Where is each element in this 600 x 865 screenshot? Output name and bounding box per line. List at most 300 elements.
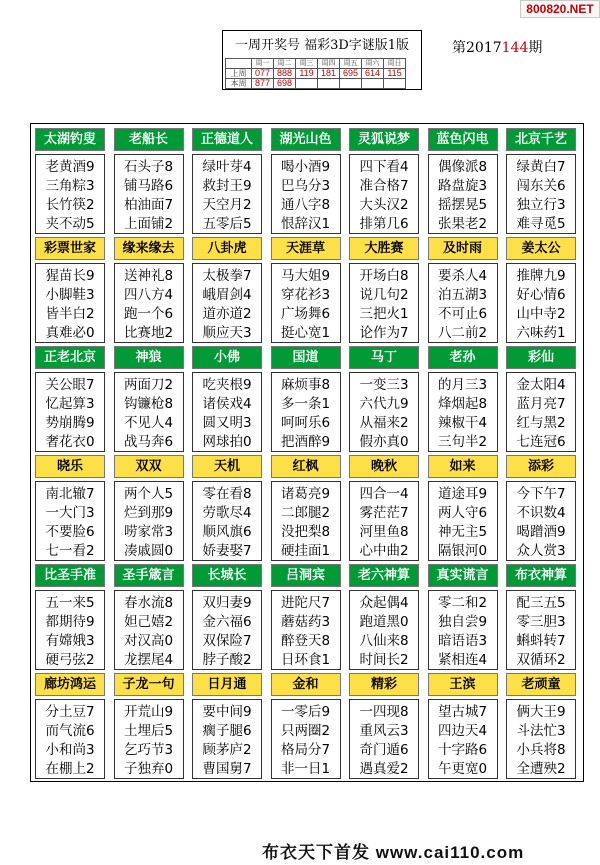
riddle-line: 双归妻9 [202, 595, 252, 611]
riddle-line: 老黄酒9 [45, 159, 95, 175]
riddle-line: 俩大王9 [516, 704, 566, 720]
day-label: 周二 [274, 59, 296, 69]
riddle-card-title: 红枫 [271, 455, 341, 478]
riddle-line: 上面铺2 [123, 216, 174, 232]
riddle-card [349, 237, 419, 343]
riddle-line: 有嫦娥3 [45, 633, 95, 649]
riddle-card-body [349, 481, 419, 561]
riddle-card [506, 455, 576, 561]
riddle-card-title: 布衣神算 [506, 564, 576, 587]
riddle-card-title: 彩票世家 [35, 237, 105, 260]
riddle-line: 子独弃0 [123, 761, 174, 777]
riddle-card-body [349, 699, 419, 779]
riddle-card-body [192, 263, 262, 343]
riddle-card [114, 673, 184, 779]
riddle-line: 诸侯戏4 [202, 396, 252, 412]
riddle-line: 紧相连4 [437, 652, 488, 668]
riddle-line: 喝小酒9 [280, 159, 331, 175]
riddle-line: 八二前2 [437, 325, 488, 341]
riddle-line: 河里鱼8 [359, 524, 409, 540]
riddle-line: 进陀尺7 [280, 595, 331, 611]
riddle-line: 推牌九9 [516, 268, 566, 284]
riddle-line: 心中曲2 [359, 543, 409, 559]
riddle-line: 暗语语3 [437, 633, 488, 649]
riddle-line: 一四现8 [359, 704, 409, 720]
riddle-card [192, 346, 262, 452]
riddle-line: 娇妻娶7 [202, 543, 252, 559]
riddle-line: 假亦真0 [359, 434, 409, 450]
riddle-line: 泊五湖3 [437, 287, 488, 303]
riddle-card-body [192, 481, 262, 561]
riddle-card-title: 精彩 [349, 673, 419, 696]
riddle-card [35, 673, 105, 779]
riddle-line: 三句半2 [437, 434, 488, 450]
riddle-line: 零三胆3 [516, 614, 566, 630]
riddle-card-body [192, 372, 262, 452]
riddle-line: 论作为7 [359, 325, 409, 341]
riddle-card [349, 564, 419, 670]
riddle-line: 神无主5 [437, 524, 488, 540]
riddle-line: 乞巧节3 [123, 742, 174, 758]
riddle-card-body [349, 263, 419, 343]
results-table [225, 58, 406, 89]
riddle-line: 奢花衣0 [45, 434, 95, 450]
riddle-line: 顾茅庐2 [202, 742, 252, 758]
riddle-card-title: 神狼 [114, 346, 184, 369]
result-number: 888 [274, 69, 296, 79]
riddle-line: 瘸子腿6 [202, 723, 252, 739]
riddle-card-title: 老六神算 [349, 564, 419, 587]
riddle-line: 硬挂面1 [280, 543, 331, 559]
riddle-card-body [35, 372, 105, 452]
riddle-line: 皆半白2 [45, 306, 95, 322]
riddle-line: 呵呵乐6 [280, 415, 331, 431]
riddle-card-title: 正老北京 [35, 346, 105, 369]
riddle-line: 送神礼8 [123, 268, 174, 284]
riddle-card-title: 北京千艺 [506, 128, 576, 151]
riddle-line: 道途耳9 [437, 486, 488, 502]
result-number: 695 [340, 69, 362, 79]
riddle-line: 六代九9 [359, 396, 409, 412]
riddle-card-title: 正德道人 [192, 128, 262, 151]
riddle-card [428, 128, 498, 234]
riddle-line: 分土豆7 [45, 704, 95, 720]
riddle-line: 麻烦事8 [280, 377, 331, 393]
riddle-card-body [271, 263, 341, 343]
riddle-line: 绿叶芽4 [202, 159, 252, 175]
riddle-card [114, 564, 184, 670]
riddle-card [114, 128, 184, 234]
riddle-card [428, 564, 498, 670]
riddle-card-body [349, 590, 419, 670]
riddle-card-title: 八卦虎 [192, 237, 262, 260]
riddle-line: 跑一个6 [123, 306, 174, 322]
riddle-card-title: 天涯草 [271, 237, 341, 260]
riddle-line: 诸葛亮9 [280, 486, 331, 502]
riddle-line: 望古城7 [437, 704, 488, 720]
riddle-card [349, 346, 419, 452]
riddle-line: 硬弓弦2 [45, 652, 95, 668]
riddle-card [35, 346, 105, 452]
riddle-line: 二郎腿2 [280, 505, 331, 521]
day-label: 周五 [340, 59, 362, 69]
riddle-line: 七连冠6 [516, 434, 566, 450]
riddle-line: 一变三3 [359, 377, 409, 393]
riddle-card-body [271, 481, 341, 561]
riddle-line: 排第几6 [359, 216, 409, 232]
riddle-card-body [114, 590, 184, 670]
riddle-card-body [506, 481, 576, 561]
riddle-card [428, 346, 498, 452]
riddle-line: 巴乌分3 [280, 178, 331, 194]
riddle-line: 众人赏3 [516, 543, 566, 559]
table-corner [226, 59, 252, 69]
issue-suffix: 期 [528, 40, 543, 56]
riddle-line: 摇摆晃5 [437, 197, 488, 213]
riddle-line: 只两圈2 [280, 723, 331, 739]
riddle-line: 隔银河0 [437, 543, 488, 559]
riddle-line: 难寻觅5 [516, 216, 566, 232]
riddle-line: 一大门3 [45, 505, 95, 521]
riddle-line: 而气流6 [45, 723, 95, 739]
riddle-card [192, 128, 262, 234]
result-number [318, 79, 340, 89]
riddle-line: 一零后9 [280, 704, 331, 720]
riddle-line: 恨辞汉1 [280, 216, 331, 232]
riddle-card-title: 缘来缘去 [114, 237, 184, 260]
riddle-card-title: 比圣手准 [35, 564, 105, 587]
riddle-line: 八仙来8 [359, 633, 409, 649]
riddle-line: 马大姐9 [280, 268, 331, 284]
riddle-line: 救封王9 [202, 178, 252, 194]
riddle-card [349, 128, 419, 234]
riddle-line: 吃夹根9 [202, 377, 252, 393]
riddle-line: 非一日1 [280, 761, 331, 777]
riddle-card-title: 湖光山色 [271, 128, 341, 151]
riddle-line: 五一来5 [45, 595, 95, 611]
riddle-card-title: 双双 [114, 455, 184, 478]
row-label-last-week: 上周 [226, 69, 252, 79]
riddle-line: 势崩腾9 [45, 415, 95, 431]
riddle-line: 两人守6 [437, 505, 488, 521]
riddle-line: 峨眉剑4 [202, 287, 252, 303]
riddle-card-title: 灵狐说梦 [349, 128, 419, 151]
riddle-line: 双循环2 [516, 652, 566, 668]
riddle-line: 众起偶4 [359, 595, 409, 611]
riddle-card-body [428, 699, 498, 779]
riddle-card-title: 马丁 [349, 346, 419, 369]
riddle-card [428, 673, 498, 779]
result-number: 877 [252, 79, 274, 89]
riddle-card [271, 128, 341, 234]
riddle-card-body [271, 590, 341, 670]
riddle-card [349, 673, 419, 779]
riddle-card-body [192, 590, 262, 670]
riddle-card [428, 237, 498, 343]
riddle-card-body [114, 372, 184, 452]
riddle-line: 雾茫茫7 [359, 505, 409, 521]
result-number [362, 79, 384, 89]
riddle-line: 把酒醉9 [280, 434, 331, 450]
riddle-line: 格局分7 [280, 742, 331, 758]
riddle-line: 南北辙7 [45, 486, 95, 502]
riddle-line: 要中间9 [202, 704, 252, 720]
riddle-line: 五零后5 [202, 216, 252, 232]
riddle-card [271, 673, 341, 779]
riddle-line: 蓝月亮7 [516, 396, 566, 412]
riddle-card-title: 子龙一句 [114, 673, 184, 696]
day-label: 周三 [296, 59, 318, 69]
riddle-line: 不见人4 [123, 415, 174, 431]
riddle-line: 唠家常3 [123, 524, 174, 540]
riddle-card-title: 天机 [192, 455, 262, 478]
result-number [296, 79, 318, 89]
day-label: 周六 [362, 59, 384, 69]
riddle-line: 七一看2 [45, 543, 95, 559]
riddle-card-title: 老顽童 [506, 673, 576, 696]
result-number: 614 [362, 69, 384, 79]
result-number: 181 [318, 69, 340, 79]
watermark: 800820.NET [520, 0, 600, 18]
riddle-card-body [192, 154, 262, 234]
riddle-line: 斗法忙3 [516, 723, 566, 739]
riddle-card-body [114, 699, 184, 779]
riddle-card [428, 455, 498, 561]
riddle-line: 从福来2 [359, 415, 409, 431]
riddle-card-body [506, 263, 576, 343]
riddle-line: 妲己嬉2 [123, 614, 174, 630]
result-number [340, 79, 362, 89]
riddle-card-title: 长城长 [192, 564, 262, 587]
riddle-card-title: 小佛 [192, 346, 262, 369]
header-title: 一周开奖号 福彩3D字谜版1版 [234, 38, 410, 53]
riddle-line: 通八字8 [280, 197, 331, 213]
riddle-line: 夹不动5 [45, 216, 95, 232]
riddle-card-title: 彩仙 [506, 346, 576, 369]
riddle-card [35, 128, 105, 234]
riddle-line: 两面刀2 [123, 377, 174, 393]
riddle-card [271, 237, 341, 343]
riddle-line: 要杀人4 [437, 268, 488, 284]
riddle-card [506, 673, 576, 779]
riddle-card-title: 国道 [271, 346, 341, 369]
riddle-card [506, 128, 576, 234]
riddle-card [114, 455, 184, 561]
riddle-line: 辣椒干4 [437, 415, 488, 431]
riddle-line: 挺心宽1 [280, 325, 331, 341]
riddle-line: 醉登天8 [280, 633, 331, 649]
riddle-line: 春水流8 [123, 595, 174, 611]
day-label: 周一 [252, 59, 274, 69]
riddle-card-body [114, 481, 184, 561]
riddle-line: 金六福6 [202, 614, 252, 630]
riddle-line: 三把火1 [359, 306, 409, 322]
result-number: 077 [252, 69, 274, 79]
riddle-card-title: 如来 [428, 455, 498, 478]
riddle-line: 午更宽0 [437, 761, 488, 777]
riddle-card-title: 廊坊鸿运 [35, 673, 105, 696]
riddle-card-title: 圣手箴言 [114, 564, 184, 587]
riddle-card-body [506, 590, 576, 670]
riddle-card [192, 564, 262, 670]
riddle-card-body [349, 154, 419, 234]
riddle-line: 四八方4 [123, 287, 174, 303]
riddle-line: 开场白8 [359, 268, 409, 284]
riddle-card-title: 王滨 [428, 673, 498, 696]
riddle-line: 说几句2 [359, 287, 409, 303]
riddle-card-body [271, 372, 341, 452]
riddle-card [35, 237, 105, 343]
riddle-line: 蘑菇药3 [280, 614, 331, 630]
riddle-line: 小和尚3 [45, 742, 95, 758]
riddle-line: 金太阳4 [516, 377, 566, 393]
riddle-line: 红与黑2 [516, 415, 566, 431]
riddle-card-body [35, 154, 105, 234]
riddle-card-body [35, 263, 105, 343]
riddle-card [271, 564, 341, 670]
riddle-line: 双保险7 [202, 633, 252, 649]
riddle-line: 的月三3 [437, 377, 488, 393]
riddle-card-title: 大胜赛 [349, 237, 419, 260]
riddle-line: 都期待9 [45, 614, 95, 630]
issue-num: 144 [501, 40, 529, 56]
riddle-line: 网球拍0 [202, 434, 252, 450]
riddle-card-body [35, 699, 105, 779]
riddle-card-body [428, 372, 498, 452]
riddle-card-body [428, 263, 498, 343]
riddle-line: 绿黄白7 [516, 159, 566, 175]
riddle-card-body [192, 699, 262, 779]
riddle-card-body [349, 372, 419, 452]
riddle-card-body [35, 481, 105, 561]
riddle-line: 战马奔6 [123, 434, 174, 450]
riddle-card [271, 455, 341, 561]
riddle-card-title: 蓝色闪电 [428, 128, 498, 151]
riddle-card-title: 及时雨 [428, 237, 498, 260]
riddle-line: 奇门遁6 [359, 742, 409, 758]
riddle-card-body [271, 699, 341, 779]
issue-number [452, 37, 542, 57]
riddle-line: 小脚鞋3 [45, 287, 95, 303]
riddle-line: 真难必0 [45, 325, 95, 341]
riddle-line: 大头汉2 [359, 197, 409, 213]
riddle-card-body [506, 699, 576, 779]
riddle-line: 两个人5 [123, 486, 174, 502]
riddle-card-body [271, 154, 341, 234]
riddle-line: 今下午7 [516, 486, 566, 502]
riddle-card [506, 237, 576, 343]
riddle-card [114, 237, 184, 343]
riddle-card [35, 564, 105, 670]
riddle-card [192, 455, 262, 561]
riddle-line: 山中寺2 [516, 306, 566, 322]
riddle-line: 四边天4 [437, 723, 488, 739]
riddle-line: 喝蹭酒9 [516, 524, 566, 540]
riddle-line: 铺马路6 [123, 178, 174, 194]
riddle-line: 凑戚圆0 [123, 543, 174, 559]
riddle-line: 配三五5 [516, 595, 566, 611]
riddle-line: 不识数4 [516, 505, 566, 521]
riddle-line: 跑道黑0 [359, 614, 409, 630]
riddle-grid [30, 123, 584, 782]
riddle-card-title: 吕洞宾 [271, 564, 341, 587]
result-number: 698 [274, 79, 296, 89]
footer-text: 布衣天下首发 www.cai110.com [262, 843, 525, 862]
riddle-line: 钩镰枪8 [123, 396, 174, 412]
riddle-line: 准合格7 [359, 178, 409, 194]
riddle-line: 道亦道2 [202, 306, 252, 322]
riddle-line: 多一条1 [280, 396, 331, 412]
riddle-line: 忆起算3 [45, 396, 95, 412]
riddle-line: 在棚上2 [45, 761, 95, 777]
riddle-card-title: 老孙 [428, 346, 498, 369]
riddle-line: 重风云3 [359, 723, 409, 739]
riddle-card-title: 真实谎言 [428, 564, 498, 587]
riddle-card-body [428, 154, 498, 234]
riddle-line: 偶像派8 [437, 159, 488, 175]
riddle-line: 蝌蚪转7 [516, 633, 566, 649]
day-label: 周日 [384, 59, 406, 69]
riddle-line: 曹国舅7 [202, 761, 252, 777]
riddle-line: 零二和2 [437, 595, 488, 611]
riddle-card-body [428, 590, 498, 670]
riddle-card [349, 455, 419, 561]
riddle-card-title: 姜太公 [506, 237, 576, 260]
riddle-line: 独立行3 [516, 197, 566, 213]
riddle-card-body [506, 372, 576, 452]
riddle-line: 六味药1 [516, 325, 566, 341]
riddle-line: 四合一4 [359, 486, 409, 502]
riddle-card [271, 346, 341, 452]
riddle-line: 时间长2 [359, 652, 409, 668]
riddle-line: 零在看8 [202, 486, 252, 502]
riddle-line: 路盘旋3 [437, 178, 488, 194]
riddle-line: 穿花衫3 [280, 287, 331, 303]
riddle-line: 独自尝9 [437, 614, 488, 630]
riddle-line: 圆又明3 [202, 415, 252, 431]
issue-prefix: 第2017 [452, 40, 502, 56]
riddle-card-title: 日月通 [192, 673, 262, 696]
riddle-card-title: 金和 [271, 673, 341, 696]
riddle-card-title: 添彩 [506, 455, 576, 478]
riddle-line: 柏油面7 [123, 197, 174, 213]
riddle-card-title: 晓乐 [35, 455, 105, 478]
riddle-card-title: 太湖钓叟 [35, 128, 105, 151]
riddle-line: 三角粽3 [45, 178, 95, 194]
riddle-line: 张果老2 [437, 216, 488, 232]
riddle-line: 脖子酸2 [202, 652, 252, 668]
riddle-line: 土埋后5 [123, 723, 174, 739]
riddle-card [192, 673, 262, 779]
riddle-line: 猩苗长9 [45, 268, 95, 284]
row-label-this-week: 本周 [226, 79, 252, 89]
riddle-line: 不可止6 [437, 306, 488, 322]
result-number [384, 79, 406, 89]
riddle-card [506, 346, 576, 452]
result-number: 119 [296, 69, 318, 79]
riddle-line: 开荒山9 [123, 704, 174, 720]
riddle-card-body [428, 481, 498, 561]
riddle-card [506, 564, 576, 670]
riddle-line: 烂到那9 [123, 505, 174, 521]
riddle-line: 顺应天3 [202, 325, 252, 341]
riddle-line: 遇真爱2 [359, 761, 409, 777]
riddle-line: 四下看4 [359, 159, 409, 175]
riddle-line: 日环食1 [280, 652, 331, 668]
riddle-card-body [35, 590, 105, 670]
riddle-card [35, 455, 105, 561]
riddle-line: 龙摆尾4 [123, 652, 174, 668]
